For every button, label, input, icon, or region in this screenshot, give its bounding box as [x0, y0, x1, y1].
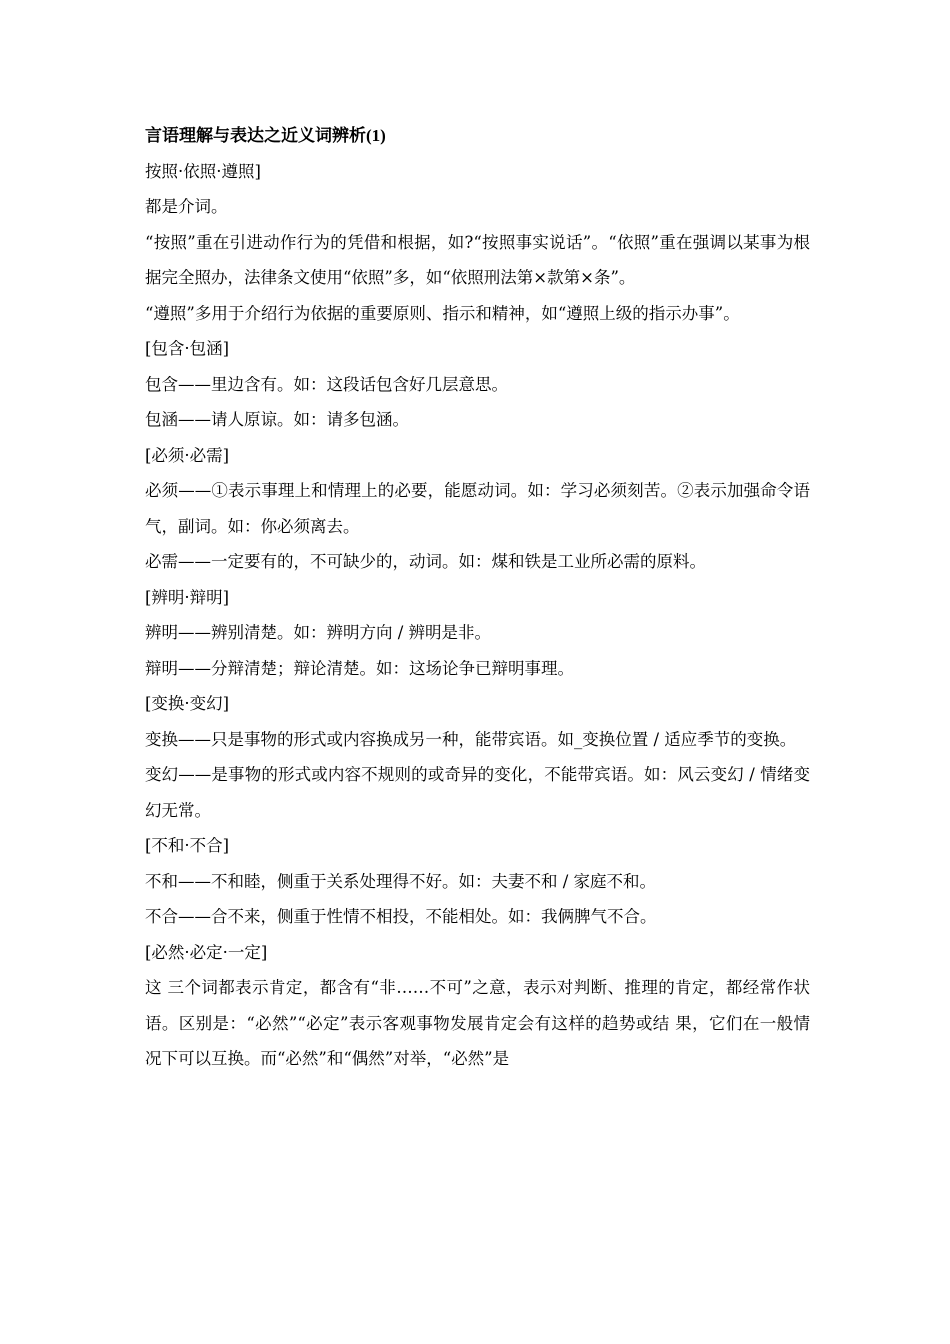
paragraph-biran-heading: [必然·必定·一定] — [145, 942, 268, 962]
paragraph-biran-1: 这 三个词都表示肯定，都含有“非……不可”之意，表示对判断、推理的肯定，都经常作状语。区别是：“必然”“必定”表示客观事物发展肯定会有这样的趋势或结 果，它们在一般情况下可以互换。而“必然”和“偶然”对举，“必然”是 — [145, 978, 810, 1068]
paragraph-bixu-2: 必需——一定要有的，不可缺少的，动词。如：煤和铁是工业所必需的原料。 — [145, 552, 706, 571]
paragraph-baohan-1: 包含——里边含有。如：这段话包含好几层意思。 — [145, 374, 508, 394]
paragraph-buhe-heading: [不和·不合] — [145, 836, 230, 855]
paragraph-anzhao-heading: 按照·依照·遵照] — [145, 161, 261, 181]
document-page — [145, 118, 810, 1077]
paragraph-baohan-2: 包涵——请人原谅。如：请多包涵。 — [145, 410, 409, 429]
document-title: 言语理解与表达之近义词辨析(1) — [145, 126, 386, 145]
paragraph-bianhuan-heading: [变换·变幻] — [145, 694, 230, 713]
paragraph-bianming-1: 辨明——辨别清楚。如：辨明方向 / 辨明是非。 — [145, 623, 492, 642]
paragraph-bianming-heading: [辨明·辩明] — [145, 587, 230, 607]
paragraph-buhe-2: 不合——合不来，侧重于性情不相投，不能相处。如：我俩脾气不合。 — [145, 907, 657, 926]
paragraph-bixu-1: 必须——①表示事理上和情理上的必要，能愿动词。如：学习必须刻苦。②表示加强命令语气，副词。如：你必须离去。 — [145, 481, 810, 536]
paragraph-bianming-2: 辩明——分辩清楚；辩论清楚。如：这场论争已辩明事理。 — [145, 658, 574, 678]
paragraph-bixu-heading: [必须·必需] — [145, 445, 230, 465]
paragraph-buhe-1: 不和——不和睦，侧重于关系处理得不好。如：夫妻不和 / 家庭不和。 — [145, 871, 657, 891]
paragraph-bianhuan-1: 变换——只是事物的形式或内容换成另一种，能带宾语。如_变换位置 / 适应季节的变换。 — [145, 729, 797, 749]
paragraph-baohan-heading: [包含·包涵] — [145, 339, 230, 358]
paragraph-anzhao-yizhao: “按照”重在引进动作行为的凭借和根据，如?“按照事实说话”。“依照”重在强调以某事为根据完全照办，法律条文使用“依照”多，如“依照刑法第×款第×条”。 — [145, 232, 810, 287]
paragraph-bianhuan-2: 变幻——是事物的形式或内容不规则的或奇异的变化，不能带宾语。如：风云变幻 / 情绪变幻无常。 — [145, 765, 810, 820]
paragraph-anzhao-pos: 都是介词。 — [145, 197, 228, 216]
paragraph-zunzhao: “遵照”多用于介绍行为依据的重要原则、指示和精神，如“遵照上级的指示办事”。 — [145, 303, 740, 323]
